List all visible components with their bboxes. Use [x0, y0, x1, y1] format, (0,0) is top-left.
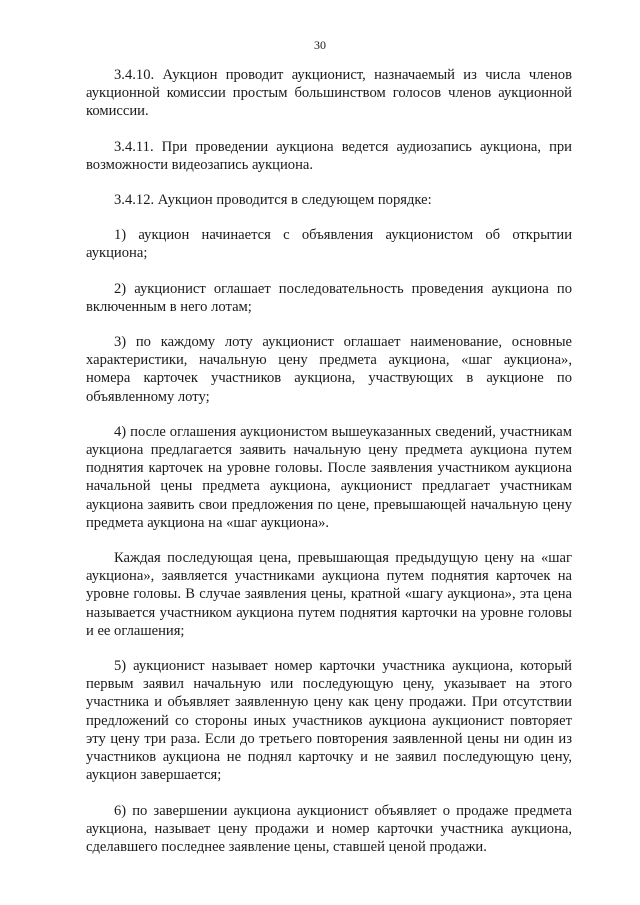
list-item-1: 1) аукцион начинается с объявления аукционистом об открытии аукциона; [86, 227, 572, 262]
list-item-2: 2) аукционист оглашает последовательность проведения аукциона по включенным в него лотам; [86, 280, 572, 315]
document-body [86, 66, 572, 873]
list-item-4: 4) после оглашения аукционистом вышеуказанных сведений, участникам аукциона предлагается заявить начальную цену предмета аукциона путем поднятия карточек на уровне головы. После заявления участником аукциона начальной цены предмета аукциона, аукционист предлагает участникам аукциона заявить свои предложения по цене, превышающей начальную цену предмета аукциона на «шаг аукциона». [86, 423, 572, 531]
paragraph-3-4-12: 3.4.12. Аукцион проводится в следующем порядке: [114, 192, 432, 209]
paragraph-3-4-11: 3.4.11. При проведении аукциона ведется аудиозапись аукциона, при возможности видеозапись аукциона. [86, 138, 572, 173]
list-item-3: 3) по каждому лоту аукционист оглашает наименование, основные характеристики, начальную цену предмета аукциона, «шаг аукциона», номера карточек участников аукциона, участвующих в аукционе по объявленному лоту; [86, 334, 572, 405]
page-number: 30 [314, 38, 326, 52]
paragraph-next-price: Каждая последующая цена, превышающая предыдущую цену на «шаг аукциона», заявляется участниками аукциона путем поднятия карточек на уровне головы. В случае заявления цены, кратной «шагу аукциона», эта цена называется участником аукциона путем поднятия карточки на уровне головы и ее оглашения; [86, 550, 572, 639]
list-item-6: 6) по завершении аукциона аукционист объявляет о продаже предмета аукциона, называет цену продажи и номер карточки участника аукциона, сделавшего последнее заявление цены, ставшей ценой продажи. [86, 802, 572, 855]
list-item-5: 5) аукционист называет номер карточки участника аукциона, который первым заявил начальную или последующую цену, указывает на этого участника и объявляет заявленную цену как цену продажи. При отсутствии предложений со стороны иных участников аукциона аукционист повторяет эту цену три раза. Если до третьего повторения заявленной цены ни один из участников аукциона не поднял карточку и не заявил последующую цену, аукцион завершается; [86, 658, 572, 784]
paragraph-3-4-10: 3.4.10. Аукцион проводит аукционист, назначаемый из числа членов аукционной комиссии простым большинством голосов членов аукционной комиссии. [86, 67, 572, 120]
